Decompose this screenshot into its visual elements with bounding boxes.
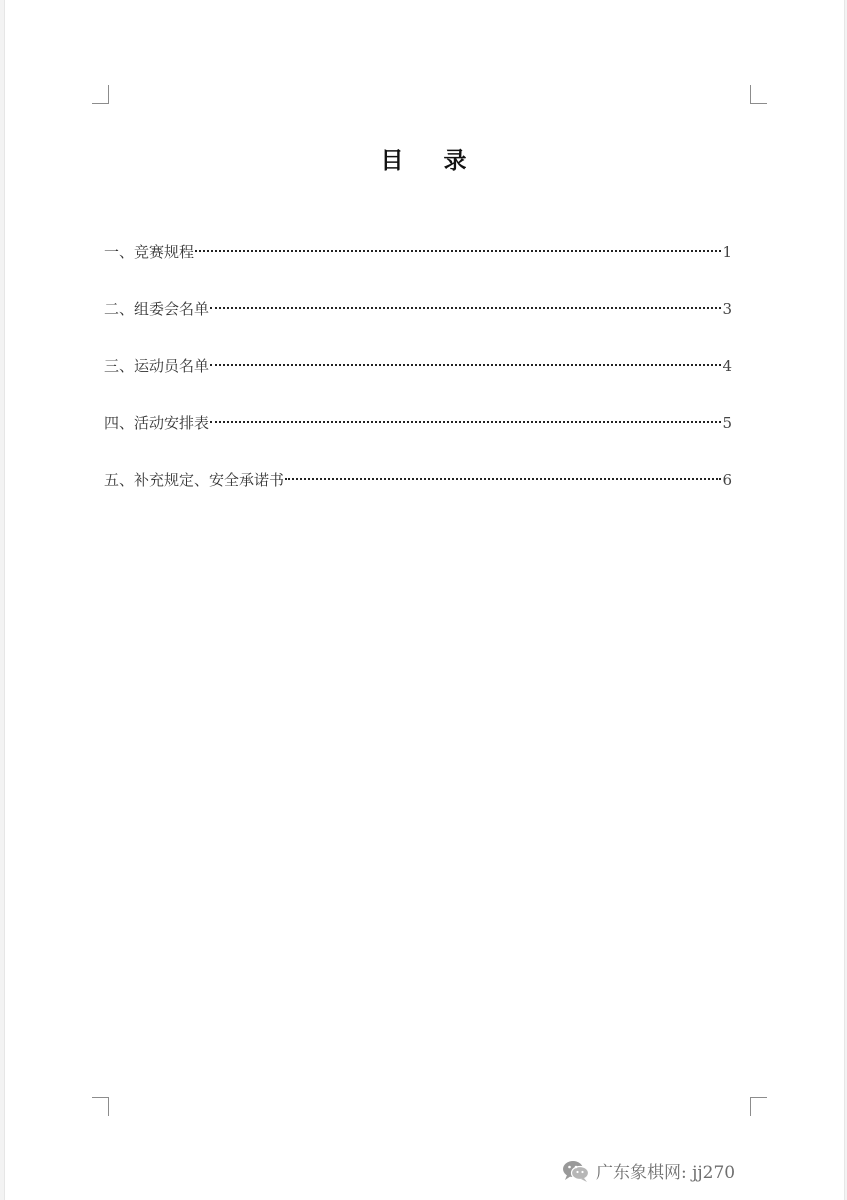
toc-entry-page: 3 <box>722 300 732 318</box>
crop-mark-top-left <box>92 85 109 104</box>
toc-leader-dots <box>195 250 721 252</box>
crop-mark-bottom-right <box>750 1097 767 1116</box>
toc-leader-dots <box>210 307 721 309</box>
toc-entry[interactable] <box>104 298 732 355</box>
toc-entry-label: 四、活动安排表 <box>104 414 210 432</box>
toc-entry-page: 5 <box>722 414 732 432</box>
watermark <box>562 1158 735 1183</box>
toc-leader-dots <box>285 478 721 480</box>
toc-entry-label: 三、运动员名单 <box>104 357 210 375</box>
toc-entry-label: 二、组委会名单 <box>104 300 210 318</box>
toc-entry-label: 一、竞赛规程 <box>104 243 195 261</box>
toc-entry-page: 6 <box>722 471 732 489</box>
toc-entry[interactable] <box>104 412 732 469</box>
crop-mark-top-right <box>750 85 767 104</box>
table-of-contents <box>104 241 732 526</box>
toc-entry-page: 4 <box>722 357 732 375</box>
toc-entry[interactable] <box>104 355 732 412</box>
toc-entry-label: 五、补充规定、安全承诺书 <box>104 471 285 489</box>
toc-entry[interactable] <box>104 241 732 298</box>
wechat-icon <box>562 1159 590 1183</box>
toc-leader-dots <box>210 421 721 423</box>
toc-title: 目 录 <box>380 148 483 174</box>
document-page <box>4 0 845 1200</box>
crop-mark-bottom-left <box>92 1097 109 1116</box>
watermark-text: 广东象棋网: jj270 <box>596 1163 736 1183</box>
toc-entry[interactable] <box>104 469 732 526</box>
toc-entry-page: 1 <box>722 243 732 261</box>
toc-leader-dots <box>210 364 721 366</box>
